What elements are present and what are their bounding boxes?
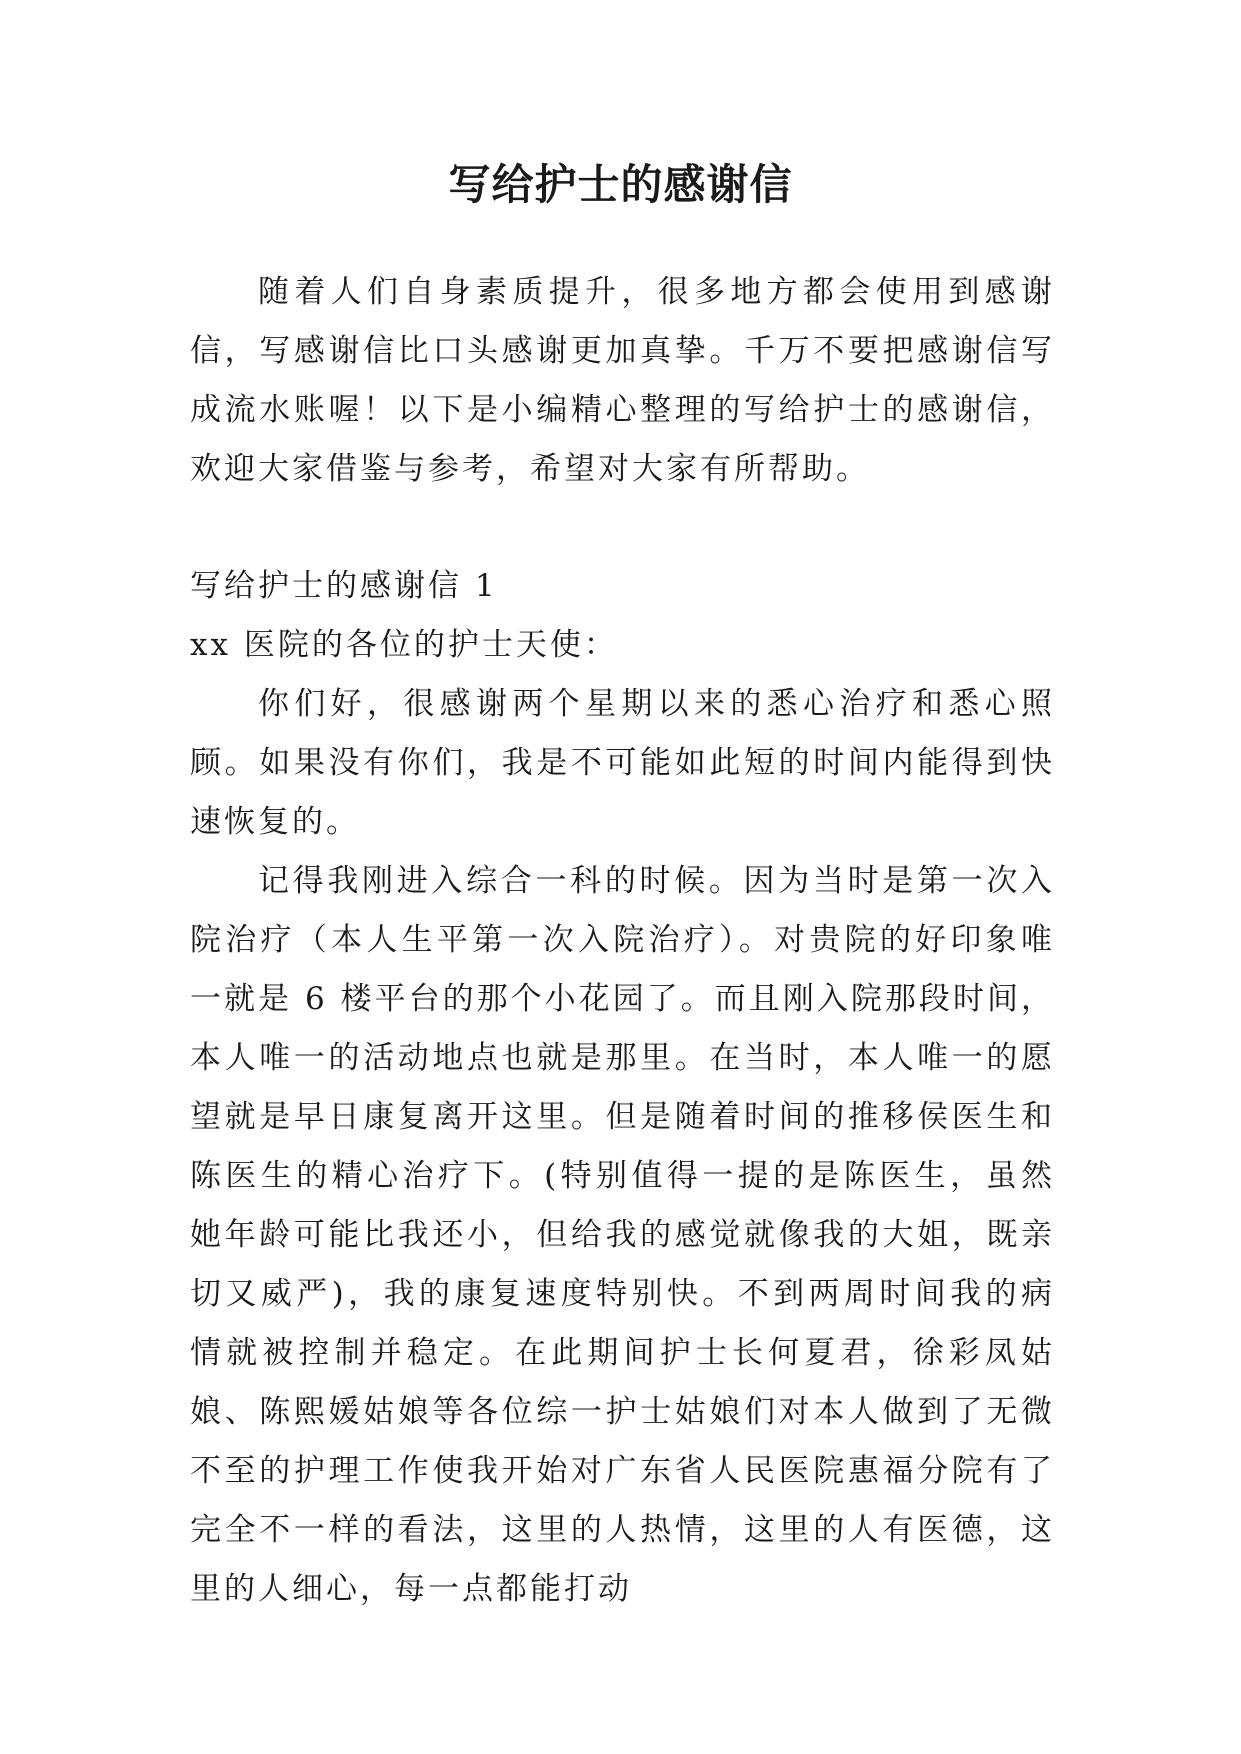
- letter-heading: 写给护士的感谢信 1: [190, 568, 498, 604]
- document-body: [190, 263, 1055, 1619]
- intro-paragraph: 随着人们自身素质提升，很多地方都会使用到感谢信，写感谢信比口头感谢更加真挚。千万不要把感谢信写成流水账喔！以下是小编精心整理的写给护士的感谢信，欢迎大家借鉴与参考，希望对大家有所帮助。: [190, 274, 1055, 487]
- letter-salutation: xx 医院的各位的护士天使：: [190, 627, 618, 663]
- letter-paragraph-1: 你们好，很感谢两个星期以来的悉心治疗和悉心照顾。如果没有你们，我是不可能如此短的时间内能得到快速恢复的。: [190, 686, 1055, 840]
- section-gap: [190, 499, 1055, 557]
- letter-paragraph-2: 记得我刚进入综合一科的时候。因为当时是第一次入院治疗（本人生平第一次入院治疗）。对贵院的好印象唯一就是 6 楼平台的那个小花园了。而且刚入院那段时间，本人唯一的活动地点也就是那里。在当时，本人唯一的愿望就是早日康复离开这里。但是随着时间的推移侯医生和陈医生的精心治疗下。(特别值得一提的是陈医生，虽然她年龄可能比我还小，但给我的感觉就像我的大姐，既亲切又威严)，我的康复速度特别快。不到两周时间我的病情就被控制并稳定。在此期间护士长何夏君，徐彩凤姑娘、陈熙媛姑娘等各位综一护士姑娘们对本人做到了无微不至的护理工作使我开始对广东省人民医院惠福分院有了完全不一样的看法，这里的人热情，这里的人有医德，这里的人细心，每一点都能打动: [190, 863, 1055, 1607]
- document-title: 写给护士的感谢信: [448, 160, 793, 209]
